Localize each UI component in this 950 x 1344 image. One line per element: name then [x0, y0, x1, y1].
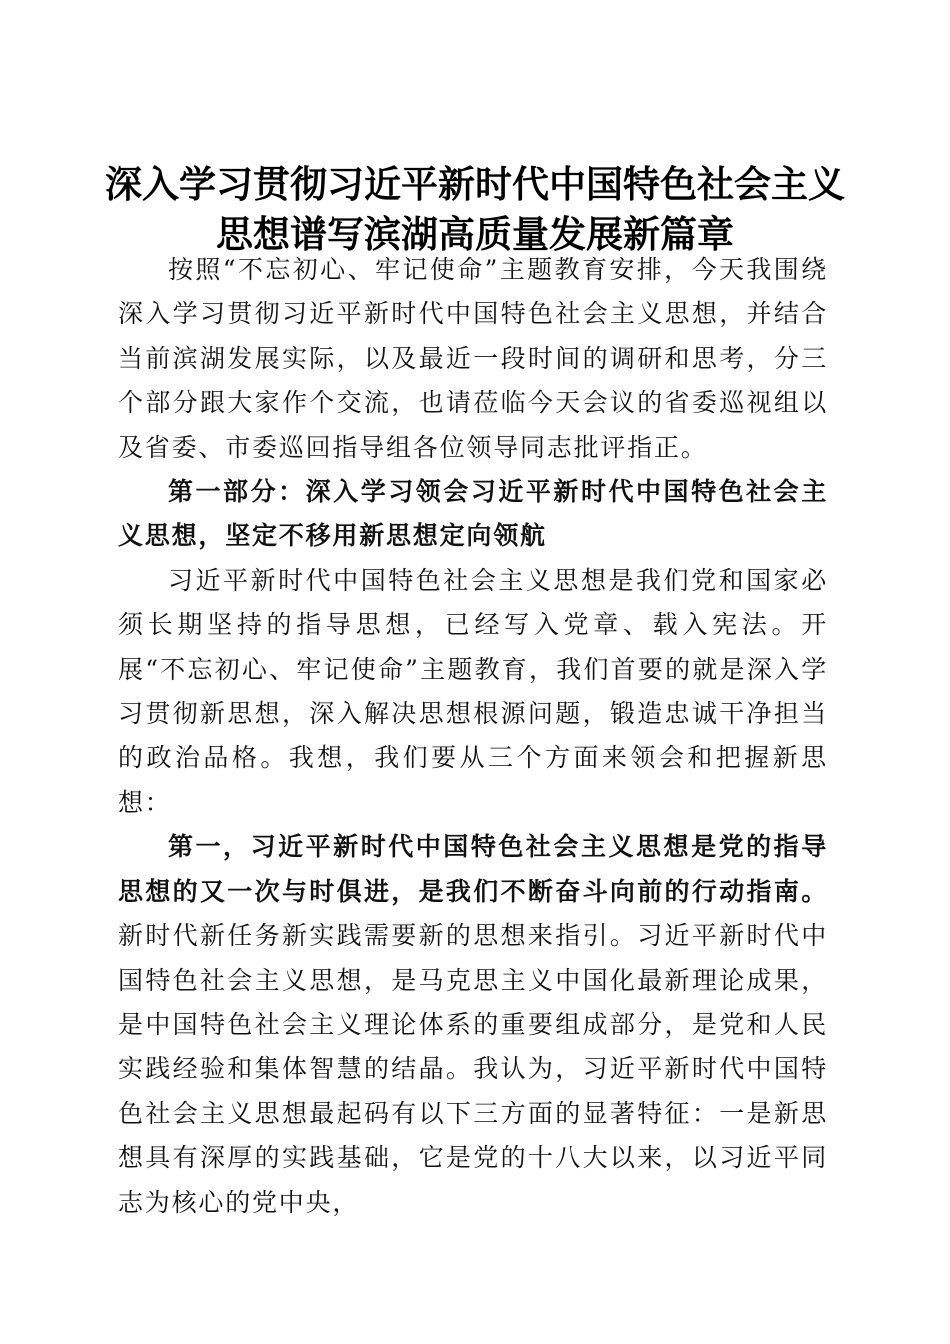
part1-body-paragraph: 习近平新时代中国特色社会主义思想是我们党和国家必须长期坚持的指导思想，已经写入党章、载入宪法。开展“不忘初心、牢记使命”主题教育，我们首要的就是深入学习贯彻新思想，深入解决思想根源问题，锻造忠诚干净担当的政治品格。我想，我们要从三个方面来领会和把握新思想：: [118, 565, 828, 817]
intro-paragraph: 按照“不忘初心、牢记使命”主题教育安排，今天我围绕深入学习贯彻习近平新时代中国特色社会主义思想，并结合当前滨湖发展实际，以及最近一段时间的调研和思考，分三个部分跟大家作个交流，也请莅临今天会议的省委巡视组以及省委、市委巡回指导组各位领导同志批评指正。: [118, 255, 828, 462]
part1-heading: 第一部分：深入学习领会习近平新时代中国特色社会主义思想，坚定不移用新思想定向领航: [118, 477, 828, 551]
point1-lead-sentence: 第一，习近平新时代中国特色社会主义思想是党的指导思想的又一次与时俱进，是我们不断奋斗向前的行动指南。: [118, 832, 828, 906]
document-body: [118, 248, 828, 1225]
point1-body-text: 新时代新任务新实践需要新的思想来指引。习近平新时代中国特色社会主义思想，是马克思主义中国化最新理论成果，是中国特色社会主义理论体系的重要组成部分，是党和人民实践经验和集体智慧的结晶。我认为，习近平新时代中国特色社会主义思想最起码有以下三方面的显著特征：一是新思想具有深厚的实践基础，它是党的十八大以来，以习近平同志为核心的党中央，: [118, 921, 828, 1217]
title-line-1: 深入学习贯彻习近平新时代中国特色社会主义: [105, 161, 845, 206]
document-title: [100, 159, 850, 259]
title-line-2: 思想谱写滨湖高质量发展新篇章: [216, 211, 734, 256]
point1-paragraph: [118, 825, 828, 1225]
